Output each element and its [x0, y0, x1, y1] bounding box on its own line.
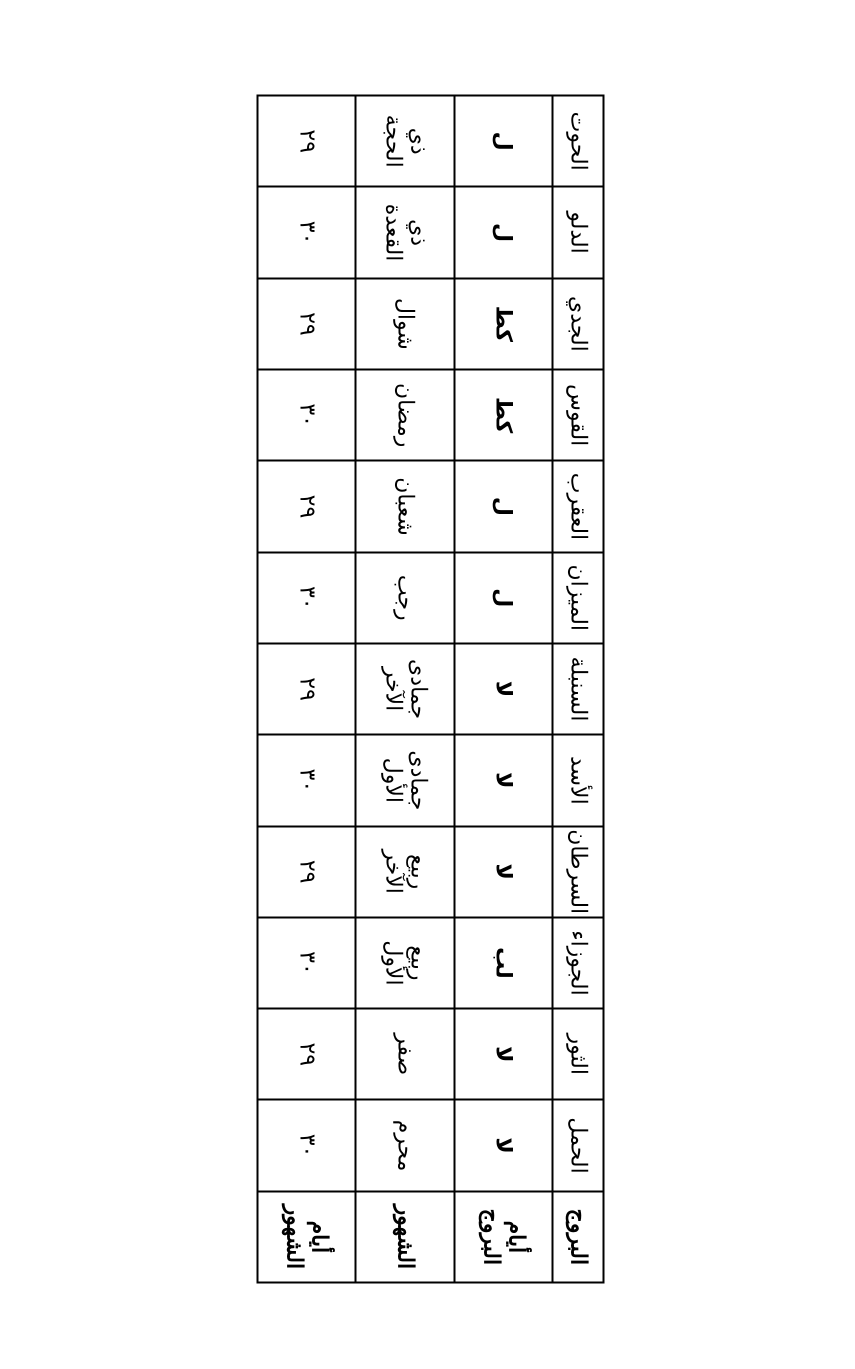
month-name-qualifier: الحجة: [379, 114, 405, 168]
month-days-cell: ٢٩: [257, 95, 355, 186]
sign-days-cell: لا: [454, 826, 552, 917]
sign-days-cell: لا: [454, 643, 552, 734]
zodiac-sign-cell: الحوت: [552, 95, 603, 186]
month-name-stack: [392, 555, 417, 640]
month-name-stack: [379, 189, 430, 274]
signs-row-label: البروج: [552, 1191, 603, 1282]
month-cell: [355, 826, 453, 917]
month-name-qualifier: الآخر: [379, 666, 405, 711]
month-name: شعبان: [392, 476, 418, 536]
zodiac-month-table: [256, 94, 604, 1283]
month-name: ذي: [404, 127, 430, 155]
month-name: ربيع: [404, 853, 430, 889]
sign-days-cell: لا: [454, 1099, 552, 1190]
month-name: جمادى: [404, 749, 430, 810]
month-days-cell: ٣٠: [257, 734, 355, 825]
zodiac-sign-cell: الجوزاء: [552, 917, 603, 1008]
month-name-stack: [392, 372, 417, 457]
zodiac-sign-cell: الحمل: [552, 1099, 603, 1190]
zodiac-month-table-container: [256, 94, 604, 1283]
month-cell: [355, 643, 453, 734]
month-days-row-label: أيام الشهور: [257, 1191, 355, 1282]
months-row-label: الشهور: [355, 1191, 453, 1282]
month-name-qualifier: الأول: [379, 757, 405, 803]
zodiac-sign-cell: الثور: [552, 1008, 603, 1099]
month-days-cell: ٣٠: [257, 1099, 355, 1190]
zodiac-sign-cell: الميزان: [552, 552, 603, 643]
month-days-cell: ٢٩: [257, 826, 355, 917]
month-cell: [355, 917, 453, 1008]
months-row: [355, 95, 453, 1282]
month-cell: [355, 95, 453, 186]
month-name-stack: [379, 920, 430, 1005]
month-name-qualifier: الأول: [379, 939, 405, 986]
month-name: ذي: [404, 218, 430, 246]
sign-days-cell: ل: [454, 552, 552, 643]
month-name-stack: [379, 646, 430, 731]
month-days-row: [257, 95, 355, 1282]
month-name-stack: [392, 1102, 417, 1187]
zodiac-sign-cell: الأسد: [552, 734, 603, 825]
signs-row: [552, 95, 603, 1282]
month-name: صفر: [392, 1032, 418, 1075]
month-days-cell: ٣٠: [257, 917, 355, 1008]
sign-days-cell: كط: [454, 278, 552, 369]
sign-days-cell: لا: [454, 734, 552, 825]
month-cell: [355, 278, 453, 369]
zodiac-sign-cell: العقرب: [552, 460, 603, 551]
zodiac-sign-cell: الجدي: [552, 278, 603, 369]
zodiac-sign-cell: القوس: [552, 369, 603, 460]
month-cell: [355, 186, 453, 277]
month-cell: [355, 460, 453, 551]
month-cell: [355, 734, 453, 825]
sign-days-cell: لا: [454, 1008, 552, 1099]
zodiac-sign-cell: السرطان: [552, 826, 603, 917]
month-name-stack: [379, 829, 430, 914]
month-days-cell: ٢٩: [257, 1008, 355, 1099]
sign-days-cell: ل: [454, 186, 552, 277]
month-name-stack: [379, 98, 430, 183]
month-days-cell: ٣٠: [257, 552, 355, 643]
sign-days-row-label: أيام البروج: [454, 1191, 552, 1282]
month-name-stack: [392, 463, 417, 548]
month-name: رجب: [392, 574, 418, 621]
month-cell: [355, 1008, 453, 1099]
month-name-stack: [379, 737, 430, 822]
sign-days-cell: ل: [454, 460, 552, 551]
month-name: جمادى: [404, 658, 430, 719]
month-days-cell: ٢٩: [257, 460, 355, 551]
month-days-cell: ٣٠: [257, 369, 355, 460]
sign-days-row: [454, 95, 552, 1282]
month-cell: [355, 1099, 453, 1190]
month-name-qualifier: القعدة: [379, 203, 405, 261]
month-cell: [355, 552, 453, 643]
month-name: محرم: [392, 1119, 418, 1171]
month-days-cell: ٣٠: [257, 186, 355, 277]
month-name: شوال: [392, 297, 418, 350]
sign-days-cell: كط: [454, 369, 552, 460]
month-name-qualifier: الآخر: [379, 848, 405, 894]
month-name-stack: [392, 281, 417, 366]
month-name: ربيع: [404, 944, 430, 981]
month-days-cell: ٢٩: [257, 643, 355, 734]
month-days-cell: ٢٩: [257, 278, 355, 369]
zodiac-sign-cell: الدلو: [552, 186, 603, 277]
month-name: رمضان: [392, 382, 418, 447]
zodiac-sign-cell: السنبلة: [552, 643, 603, 734]
month-cell: [355, 369, 453, 460]
month-name-stack: [392, 1011, 417, 1096]
sign-days-cell: لب: [454, 917, 552, 1008]
sign-days-cell: ل: [454, 95, 552, 186]
